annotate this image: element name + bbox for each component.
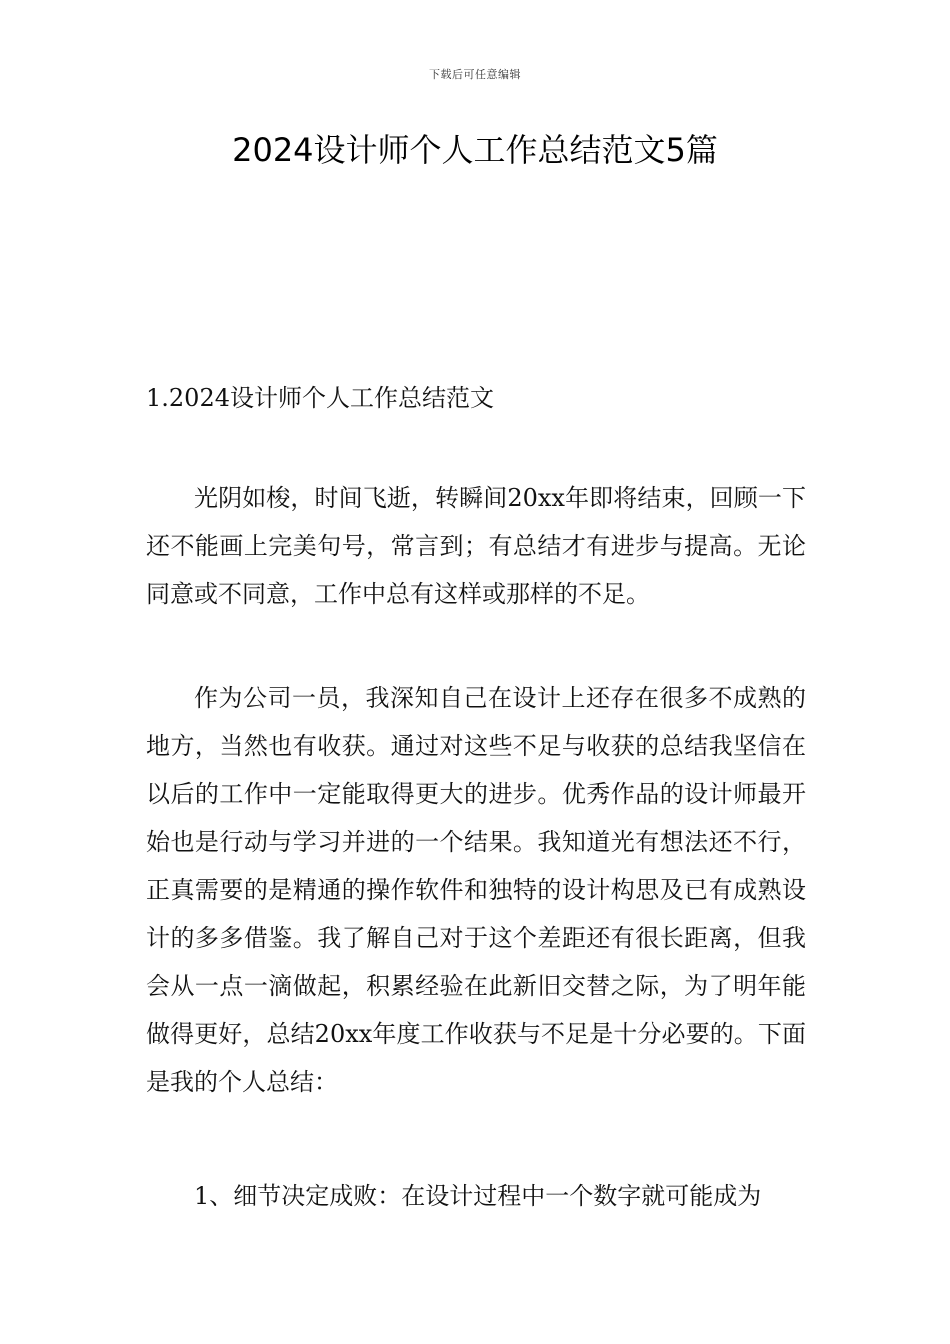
paragraph-intro: 光阴如梭，时间飞逝，转瞬间20xx年即将结束，回顾一下还不能画上完美句号，常言到；有总结才有进步与提高。无论同意或不同意，工作中总有这样或那样的不足。 — [146, 484, 806, 608]
header-note: 下载后可任意编辑 — [429, 68, 521, 81]
section-heading: 1.2024设计师个人工作总结范文 — [146, 384, 494, 412]
document-title: 2024设计师个人工作总结范文5篇 — [232, 131, 718, 169]
paragraph-point-1: 1、细节决定成败：在设计过程中一个数字就可能成为 — [194, 1182, 762, 1210]
paragraph-reflection: 作为公司一员，我深知自己在设计上还存在很多不成熟的地方，当然也有收获。通过对这些不足与收获的总结我坚信在以后的工作中一定能取得更大的进步。优秀作品的设计师最开始也是行动与学习并进的一个结果。我知道光有想法还不行，正真需要的是精通的操作软件和独特的设计构思及已有成熟设计的多多借鉴。我了解自己对于这个差距还有很长距离，但我会从一点一滴做起，积累经验在此新旧交替之际，为了明年能做得更好，总结20xx年度工作收获与不足是十分必要的。下面是我的个人总结： — [146, 684, 806, 1096]
